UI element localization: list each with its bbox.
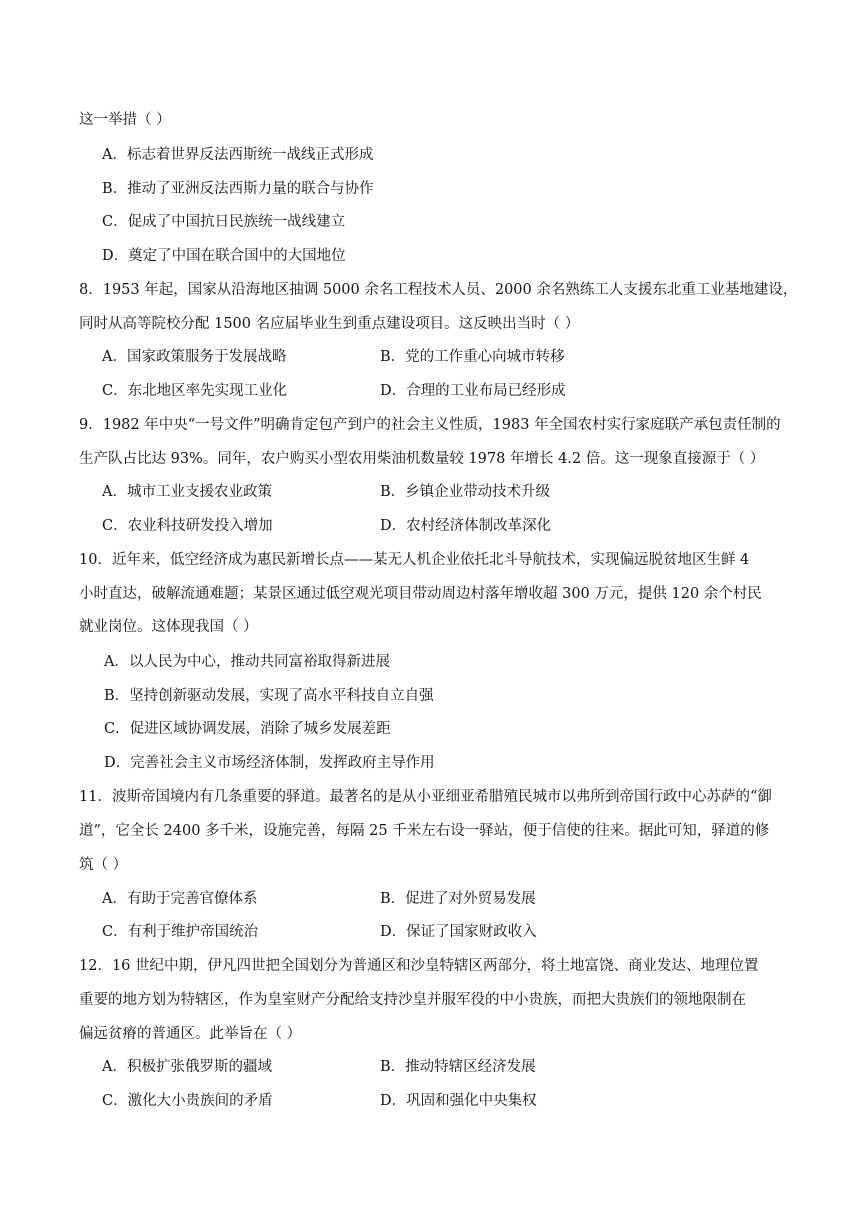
question-9-stem-line-2: 生产队占比达 93%。同年，农户购买小型农用柴油机数量较 1978 年增长 4.2 倍。这一现象直接源于（ ） (79, 451, 765, 467)
question-7-tail: 这一举措（ ） (79, 112, 171, 128)
question-8-option-b: B．党的工作重心向城市转移 (380, 349, 565, 365)
question-9-option-d: D．农村经济体制改革深化 (380, 518, 552, 534)
question-9-option-a: A．城市工业支援农业政策 (102, 484, 272, 500)
question-12-option-b: B．推动特辖区经济发展 (380, 1059, 536, 1075)
question-12-stem-line-2: 重要的地方划为特辖区，作为皇室财产分配给支持沙皇并服军役的中小贵族，而把大贵族们的领地限制在 (79, 992, 746, 1008)
question-11-option-a: A．有助于完善官僚体系 (102, 891, 258, 907)
question-8-option-d: D．合理的工业布局已经形成 (380, 383, 566, 399)
question-11-option-c: C．有利于维护帝国统治 (102, 924, 259, 940)
question-10-option-a: A．以人民为中心，推动共同富裕取得新进展 (104, 654, 390, 670)
question-11-option-d: D．保证了国家财政收入 (380, 924, 537, 940)
question-10-option-b: B．坚持创新驱动发展，实现了高水平科技自立自强 (104, 688, 434, 704)
question-12-option-c: C．激化大小贵族间的矛盾 (102, 1093, 273, 1109)
question-9-option-c: C．农业科技研发投入增加 (102, 518, 273, 534)
question-7-option-c: C．促成了中国抗日民族统一战线建立 (102, 214, 346, 230)
question-9-stem-line-1: 9．1982 年中央“一号文件”明确肯定包产到户的社会主义性质，1983 年全国农村实行家庭联产承包责任制的 (79, 417, 781, 433)
question-12-option-a: A．积极扩张俄罗斯的疆域 (102, 1059, 272, 1075)
question-7-option-b: B．推动了亚洲反法西斯力量的联合与协作 (102, 181, 374, 197)
question-10-option-d: D．完善社会主义市场经济体制，发挥政府主导作用 (104, 755, 435, 771)
question-9-option-b: B．乡镇企业带动技术升级 (380, 484, 551, 500)
question-8-option-a: A．国家政策服务于发展战略 (102, 349, 287, 365)
question-10-option-c: C．促进区域协调发展，消除了城乡发展差距 (104, 721, 391, 737)
question-11-stem-line-3: 筑（ ） (79, 857, 128, 873)
question-8-option-c: C．东北地区率先实现工业化 (102, 383, 288, 399)
question-7-option-a: A．标志着世界反法西斯统一战线正式形成 (102, 147, 374, 163)
question-10-stem-line-1: 10．近年来，低空经济成为惠民新增长点——某无人机企业依托北斗导航技术，实现偏远脱贫地区生鲜 4 (79, 552, 750, 568)
question-8-stem-line-1: 8．1953 年起，国家从沿海地区抽调 5000 余名工程技术人员、2000 余名熟练工人支援东北重工业基地建设， (79, 282, 798, 298)
question-11-stem-line-1: 11．波斯帝国境内有几条重要的驿道。最著名的是从小亚细亚希腊殖民城市以弗所到帝国行政中心苏萨的“御 (79, 789, 772, 805)
question-8-stem-line-2: 同时从高等院校分配 1500 名应届毕业生到重点建设项目。这反映出当时（ ） (79, 316, 580, 332)
question-10-stem-line-3: 就业岗位。这体现我国（ ） (79, 619, 258, 635)
question-12-option-d: D．巩固和强化中央集权 (380, 1093, 537, 1109)
question-10-stem-line-2: 小时直达，破解流通难题；某景区通过低空观光项目带动周边村落年增收超 300 万元，提供 120 余个村民 (79, 586, 762, 602)
question-11-option-b: B．促进了对外贸易发展 (380, 891, 536, 907)
question-7-option-d: D．奠定了中国在联合国中的大国地位 (102, 248, 346, 264)
question-11-stem-line-2: 道”，它全长 2400 多千米，设施完善，每隔 25 千米左右设一驿站，便于信使的往来。据此可知，驿道的修 (79, 823, 770, 839)
question-12-stem-line-1: 12．16 世纪中期，伊凡四世把全国划分为普通区和沙皇特辖区两部分，将土地富饶、商业发达、地理位置 (79, 958, 759, 974)
question-12-stem-line-3: 偏远贫瘠的普通区。此举旨在（ ） (79, 1026, 302, 1042)
